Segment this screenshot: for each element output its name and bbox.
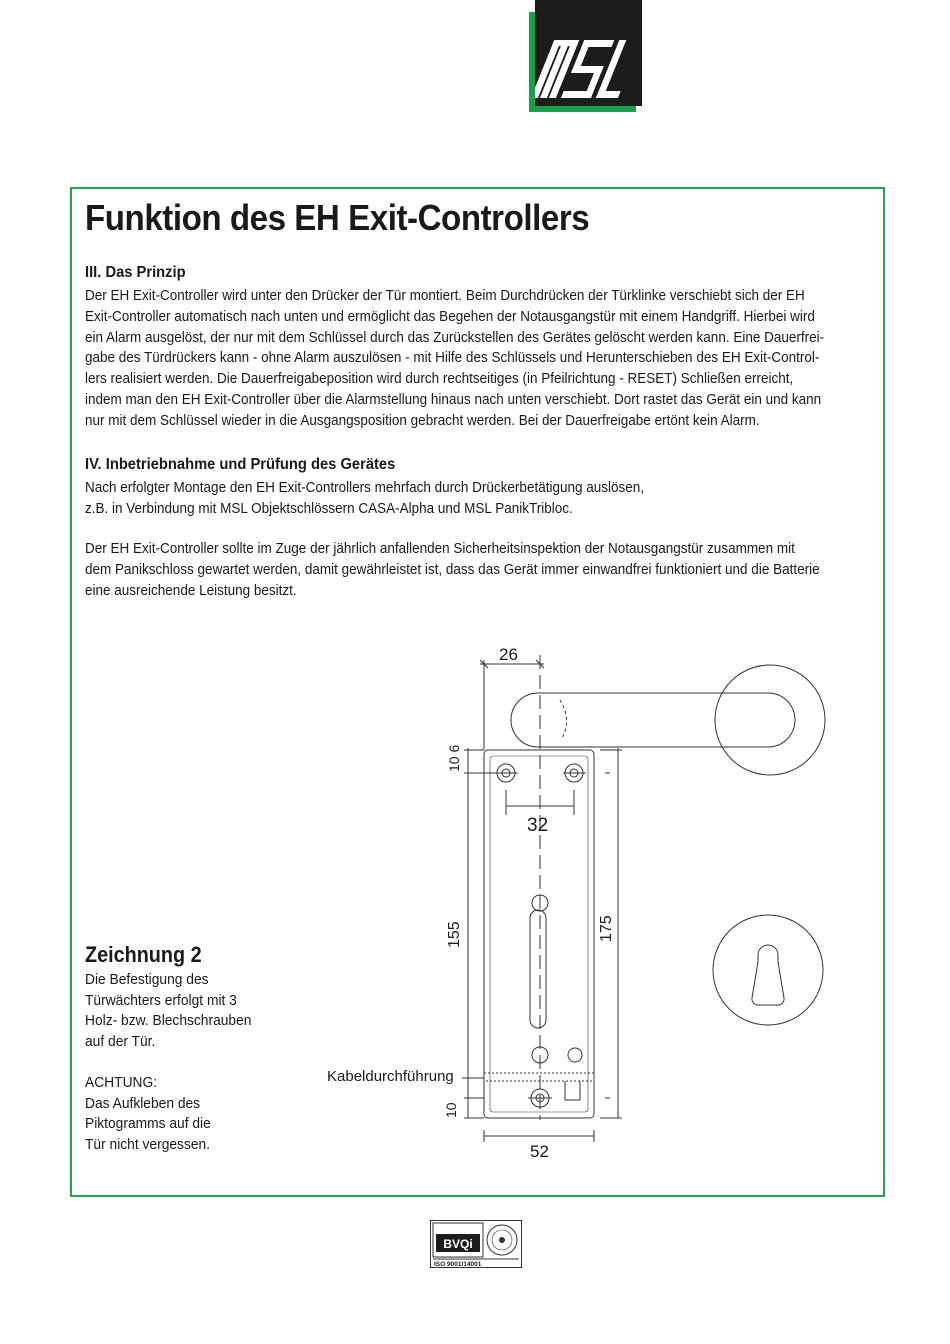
dimension-10: 10 — [443, 1102, 459, 1118]
text-line: dem Panikschloss gewartet werden, damit gewährleistet ist, dass das Gerät immer einwandfrei funktioniert und die Batterie — [85, 560, 820, 578]
cert-brand: BVQi — [443, 1237, 473, 1251]
technical-drawing — [320, 640, 840, 1170]
dimension-155: 155 — [446, 921, 463, 948]
controller-plate — [484, 655, 594, 1120]
text-line — [85, 1052, 251, 1073]
text-line: Nach erfolgter Montage den EH Exit-Controllers mehrfach durch Drückerbetätigung auslösen, — [85, 479, 645, 496]
text-line: lers realisiert werden. Die Dauerfreigabeposition wird durch rechtseitiges (in Pfeilrichtung - RESET) Schließen erreicht, — [85, 370, 794, 388]
dimension-175: 175 — [598, 915, 615, 942]
cable-duct-label: Kabeldurchführung — [327, 1068, 454, 1085]
key-rosette — [713, 915, 823, 1025]
text-line: auf der Tür. — [85, 1032, 156, 1050]
text-line: Holz- bzw. Blechschrauben — [85, 1012, 252, 1030]
section-heading-prinzip: III. Das Prinzip — [85, 264, 186, 281]
text-line: ein Alarm ausgelöst, der nur mit dem Schlüssel durch das Zurückstellen des Gerätes gelöscht werden kann. Eine Dauerfrei- — [85, 328, 825, 346]
certification-badge — [430, 1220, 522, 1268]
dimension-lines — [462, 660, 622, 1142]
dimension-52: 52 — [530, 1142, 549, 1161]
text-line: Die Befestigung des — [85, 971, 209, 988]
text-line: Tür nicht vergessen. — [85, 1135, 211, 1153]
drawing-caption — [85, 942, 266, 1155]
drawing-caption-text — [85, 970, 251, 1155]
door-handle — [511, 665, 825, 775]
text-line: Das Aufkleben des — [85, 1094, 201, 1112]
text-line: gabe des Türdrückers kann - ohne Alarm auszulösen - mit Hilfe des Schlüssels und Herunterschieben des EH Exit-Control- — [85, 349, 820, 367]
page-title: Funktion des EH Exit-Controllers — [85, 197, 590, 238]
text-line: nur mit dem Schlüssel wieder in die Ausgangsposition gebracht werden. Bei der Dauerfreigabe ertönt kein Alarm. — [85, 411, 760, 429]
text-line: Piktogramms auf die — [85, 1115, 211, 1133]
text-line: Exit-Controller automatisch nach unten und ermöglicht das Begehen der Notausgangstür mit einem Handgriff. Hierbei wird — [85, 307, 815, 325]
text-line: ACHTUNG: — [85, 1073, 158, 1091]
section-text-prinzip — [85, 286, 832, 432]
text-line: z.B. in Verbindung mit MSL Objektschlössern CASA-Alpha und MSL PanikTribloc. — [85, 499, 573, 517]
dimension-32: 32 — [527, 815, 549, 836]
msl-logo-mark — [535, 0, 642, 106]
msl-logo — [535, 0, 642, 106]
text-line: Der EH Exit-Controller wird unter den Drücker der Tür montiert. Beim Durchdrücken der Türklinke verschiebt sich der EH — [85, 287, 805, 304]
dimension-10-6: 10 6 — [446, 744, 462, 772]
section-text-wartung — [85, 539, 832, 601]
dimension-26: 26 — [499, 645, 518, 664]
section-text-inbetriebnahme — [85, 478, 832, 520]
drawing-caption-heading: Zeichnung 2 — [85, 942, 202, 967]
section-heading-inbetriebnahme: IV. Inbetriebnahme und Prüfung des Gerätes — [85, 456, 396, 473]
text-line: Türwächters erfolgt mit 3 — [85, 991, 237, 1009]
text-line: indem man den EH Exit-Controller über die Alarmstellung hinaus nach unten verschiebt. Dort rastet das Gerät ein und kann — [85, 390, 822, 408]
text-line: eine ausreichende Leistung besitzt. — [85, 581, 297, 599]
text-line: Der EH Exit-Controller sollte im Zuge der jährlich anfallenden Sicherheitsinspektion der Notausgangstür zusammen mit — [85, 540, 795, 557]
cert-standard: ISO 9001/14001 — [434, 1261, 482, 1268]
